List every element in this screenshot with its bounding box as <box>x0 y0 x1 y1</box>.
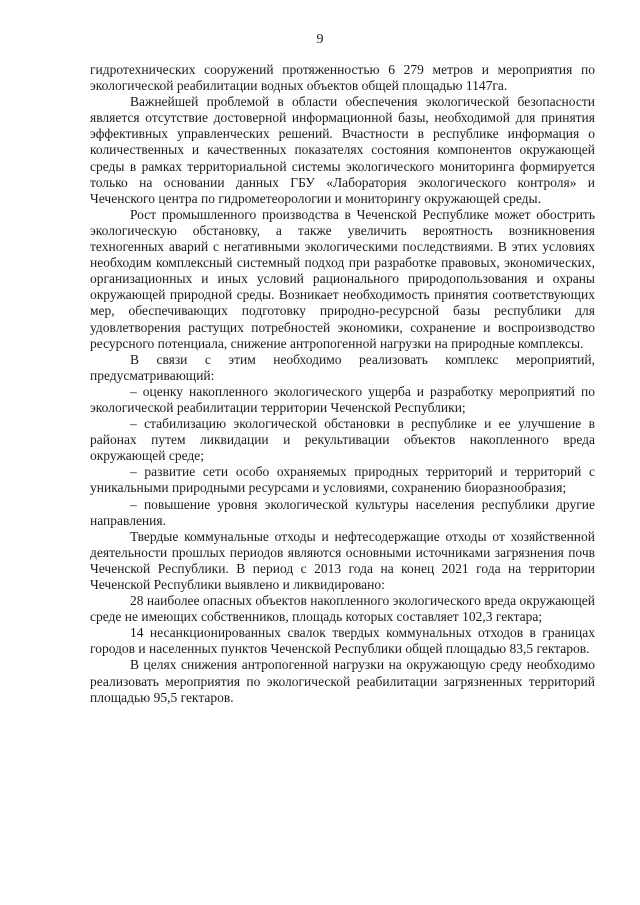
paragraph-intro-continuation: гидротехнических сооружений протяженностью 6 279 метров и мероприятия по экологической реабилитации водных объектов общей площадью 1147га. <box>90 62 595 94</box>
paragraph-illegal-dumps: 14 несанкционированных свалок твердых коммунальных отходов в границах городов и населенных пунктов Чеченской Республики общей площадью 83,5 гектаров. <box>90 625 595 657</box>
document-body <box>90 62 595 706</box>
paragraph-rehabilitation-goal: В целях снижения антропогенной нагрузки на окружающую среду необходимо реализовать мероприятия по экологической реабилитации загрязненных территорий площадью 95,5 гектаров. <box>90 657 595 705</box>
list-item-protected-areas: – развитие сети особо охраняемых природных территорий и территорий с уникальными природными ресурсами и условиями, сохранению биоразнообразия; <box>90 464 595 496</box>
list-item-damage-assessment: – оценку накопленного экологического ущерба и разработку мероприятий по экологической реабилитации территории Чеченской Республики; <box>90 383 595 415</box>
paragraph-hazardous-objects: 28 наиболее опасных объектов накопленного экологического вреда окружающей среде не имеющих собственников, площадь которых составляет 102,3 гектара; <box>90 593 595 625</box>
list-item-eco-culture: – повышение уровня экологической культуры населения республики другие направления. <box>90 496 595 528</box>
list-item-stabilization: – стабилизацию экологической обстановки в республике и ее улучшение в районах путем ликвидации и рекультивации объектов накопленного вреда окружающей среде; <box>90 416 595 464</box>
paragraph-info-base-problem: Важнейшей проблемой в области обеспечения экологической безопасности является отсутствие достоверной информационной базы, необходимой для принятия эффективных управленческих решений. Вчастности в республике информация о количественных и качественных показателях состояния компонентов окружающей среды в рамках территориальной системы экологического мониторинга формируется только на основании данных ГБУ «Лаборатория экологического контроля» и Чеченского центра по гидрометеорологии и мониторингу окружающей среды. <box>90 94 595 206</box>
page-number: 9 <box>316 32 324 47</box>
paragraph-industrial-growth: Рост промышленного производства в Чеченской Республике может обострить экологическую обстановку, а также увеличить вероятность возникновения техногенных аварий с негативными экологическими последствиями. В этих условиях необходим комплексный системный подход при разработке правовых, экономических, организационных и иных условий рационального природопользования и охраны окружающей природной среды. Возникает необходимость принятия соответствующих мер, обеспечивающих подготовку природно-ресурсной базы республики для удовлетворения растущих потребностей экономики, сохранение и воспроизводство ресурсного потенциала, снижение антропогенной нагрузки на природные комплексы. <box>90 206 595 351</box>
paragraph-waste-sources: Твердые коммунальные отходы и нефтесодержащие отходы от хозяйственной деятельности прошлых периодов являются основными источниками загрязнения почв Чеченской Республики. В период с 2013 года на конец 2021 года на территории Чеченской Республики выявлено и ликвидировано: <box>90 528 595 592</box>
paragraph-measures-intro: В связи с этим необходимо реализовать комплекс мероприятий, предусматривающий: <box>90 351 595 383</box>
